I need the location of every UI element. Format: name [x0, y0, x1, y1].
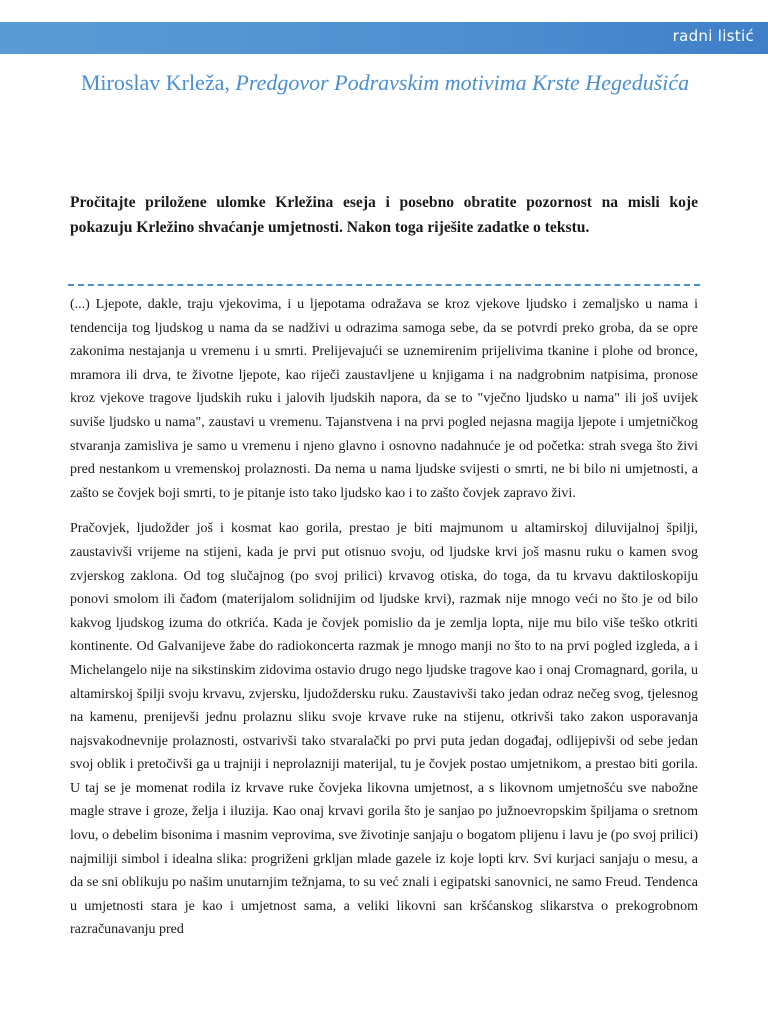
dashed-divider [68, 284, 700, 286]
excerpt-paragraph-2: Pračovjek, ljudožder još i kosmat kao gorila, prestao je biti majmunom u altamirskoj diluvijalnoj špilji, zaustavivši vrijeme na stijeni, kada je prvi put otisnuo svoju, od ljudske krvi još masnu ruku o kamen svog zvjerskog zaklona. Od tog slučajnog (po svoj prilici) krvavog otiska, do toga, da tu krvavu daktiloskopiju ponovi smolom ili čađom (materijalom solidnijim od ljudske krvi), razmak nije mnogo veći no što je od bilo kakvog ljudskog izuma do otkrića. Kada je čovjek pomislio da je zemlja lopta, nije mu bilo više teško otkriti kontinente. Od Galvanijeve žabe do radiokoncerta razmak je mnogo manji no što to na prvi pogled izgleda, a i Michelangelo nije na sikstinskim zidovima ostavio drugo nego ljudske tragove kao i onaj Cromagnard, gorila, u altamirskoj špilji svoju krvavu, zvjersku, ljudoždersku ruku. Zaustavivši tako jedan odraz nečeg svog, tjelesnog na kamenu, prenijevši jednu prolaznu sliku svoje krvave ruke na stijenu, otkrivši tako zakon usporavanja najsvakodnevnije prolaznosti, ostvarivši tako stvaralački po prvi puta jedan događaj, odlijepivši od sebe jedan svoj oblik i pretočivši ga u trajniji i neprolazniji materijal, tu je čovjek postao umjetnikom, a prestao biti gorila. U taj se je momenat rodila iz krvave ruke čovjeka likovna umjetnost, a s likovnom umjetnošću sve nabožne magle strave i groze, želja i iluzija. Kao onaj krvavi gorila što je sanjao po južnoevropskim špiljama o sretnom lovu, o debelim bisonima i masnim veprovima, sve životinje sanjaju o bogatom plijenu i lavu je (po svoj prilici) najmiliji simbol i idealna slika: progriženi grkljan mlade gazele iz koje lopti krv. Svi kurjaci sanjaju o mesu, a da se sni oblikuju po našim unutarnjim težnjama, to su već znali i egipatski sanovnici, ne samo Freud. Tendenca u umjetnosti stara je kao i umjetnost sama, a veliki likovni san kršćanskog slikarstva o prekogrobnom razračunavanju pred [70, 521, 698, 938]
excerpt-paragraph-1: (...) Ljepote, dakle, traju vjekovima, i u ljepotama odražava se kroz vjekove ljudsko i zemaljsko u nama i tendencija tog ljudskog u nama da se nadživi u odrazima samoga sebe, da se potvrdi preko groba, da se opre zakonima nestajanja u vremenu i u smrti. Prelijevajući se uznemirenim prijelivima tkanine i plohe od bronce, mramora ili drva, te životne ljepote, kao riječi zaustavljene u knjigama i na nadgrobnim natpisima, pronose kroz vjekove tragove ljudskih ruku i jalovih ljudskih napora, da se to "vječno ljudsko u nama" ili još uvijek suviše ljudsko u nama", zaustavi u vremenu. Tajanstvena i na prvi pogled nejasna magija ljepote i umjetničkog stvaranja zamisliva je samo u vremenu i njeno glavno i osnovno nadahnuće je od početka: strah svega što živi pred nestankom u vremenskoj prolaznosti. Da nema u nama ljudske svijesti o smrti, ne bi bilo ni umjetnosti, a zašto se čovjek boji smrti, to je pitanje isto tako ljudsko kao i to zašto čovjek zapravo živi. [70, 297, 698, 501]
essay-excerpt [70, 293, 698, 954]
document-title [70, 64, 700, 102]
title-work: Predgovor Podravskim motivima Krste Hegedušića [235, 70, 690, 95]
header-banner [0, 22, 768, 54]
title-author: Miroslav Krleža, [80, 70, 230, 95]
instruction-text: Pročitajte priložene ulomke Krležina eseja i posebno obratite pozornost na misli koje pokazuju Krležino shvaćanje umjetnosti. Nakon toga riješite zadatke o tekstu. [70, 194, 698, 236]
worksheet-label: radni listić [672, 27, 754, 45]
